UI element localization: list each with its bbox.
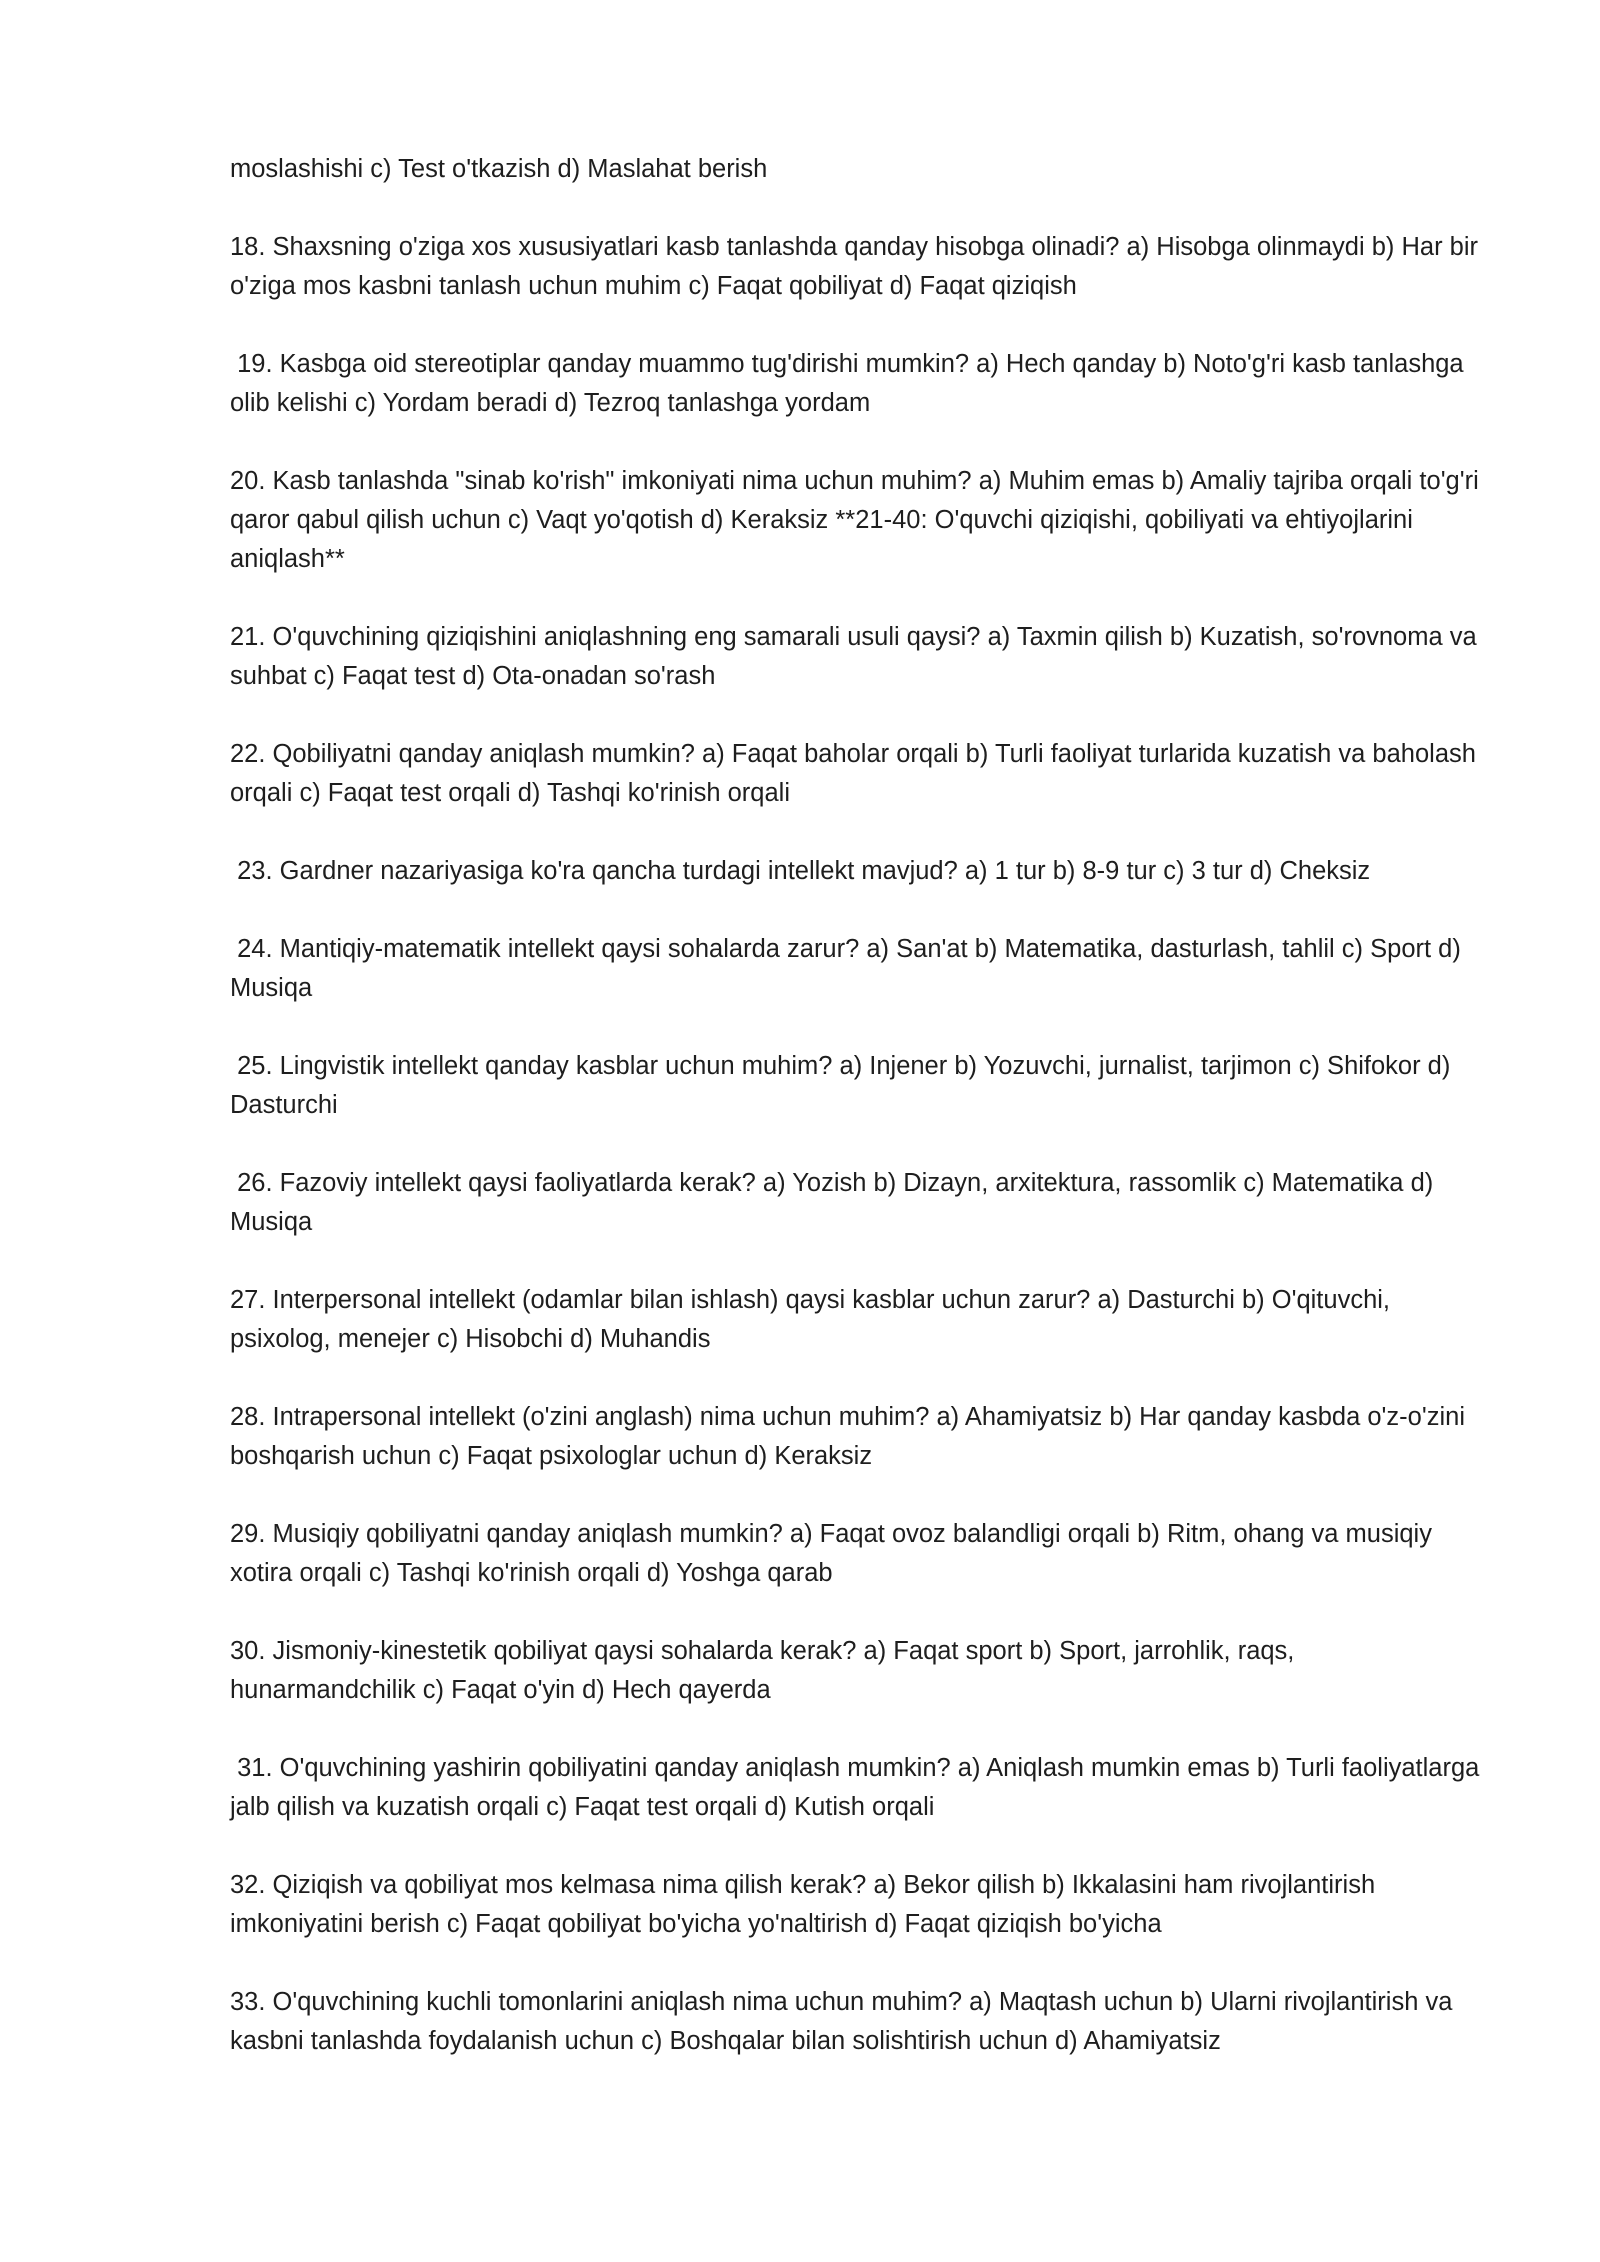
- question-23: 23. Gardner nazariyasiga ko'ra qancha turdagi intellekt mavjud? a) 1 tur b) 8-9 tur c) 3 tur d) Cheksiz: [230, 857, 1371, 885]
- question-19: 19. Kasbga oid stereotiplar qanday muammo tug'dirishi mumkin? a) Hech qanday b) Noto'g'ri kasb tanlashga olib kelishi c) Yordam beradi d) Tezroq tanlashga yordam: [230, 350, 1471, 417]
- question-18: 18. Shaxsning o'ziga xos xususiyatlari kasb tanlashda qanday hisobga olinadi? a) Hisobga olinmaydi b) Har bir o'ziga mos kasbni tanlash uchun muhim c) Faqat qobiliyat d) Faqat qiziqish: [230, 233, 1486, 300]
- document-body: [230, 150, 1485, 2100]
- question-25: 25. Lingvistik intellekt qanday kasblar uchun muhim? a) Injener b) Yozuvchi, jurnalist, tarjimon c) Shifokor d) Dasturchi: [230, 1052, 1458, 1119]
- question-31: 31. O'quvchining yashirin qobiliyatini qanday aniqlash mumkin? a) Aniqlash mumkin emas b) Turli faoliyatlarga jalb qilish va kuzatish orqali c) Faqat test orqali d) Kutish orqali: [230, 1754, 1487, 1821]
- question-26: 26. Fazoviy intellekt qaysi faoliyatlarda kerak? a) Yozish b) Dizayn, arxitektura, rassomlik c) Matematika d) Musiqa: [230, 1169, 1441, 1236]
- paragraph-continuation: moslashishi c) Test o'tkazish d) Maslahat berish: [230, 155, 768, 183]
- question-30: 30. Jismoniy-kinestetik qobiliyat qaysi sohalarda kerak? a) Faqat sport b) Sport, jarrohlik, raqs, hunarmandchilik c) Faqat o'yin d) Hech qayerda: [230, 1637, 1302, 1704]
- question-28: 28. Intrapersonal intellekt (o'zini anglash) nima uchun muhim? a) Ahamiyatsiz b) Har qanday kasbda o'z-o'zini boshqarish uchun c) Faqat psixologlar uchun d) Keraksiz: [230, 1403, 1473, 1470]
- question-29: 29. Musiqiy qobiliyatni qanday aniqlash mumkin? a) Faqat ovoz balandligi orqali b) Ritm, ohang va musiqiy xotira orqali c) Tashqi ko'rinish orqali d) Yoshga qarab: [230, 1520, 1440, 1587]
- question-33: 33. O'quvchining kuchli tomonlarini aniqlash nima uchun muhim? a) Maqtash uchun b) Ularni rivojlantirish va kasbni tanlashda foydalanish uchun c) Boshqalar bilan solishtirish uchun d) Ahamiyatsiz: [230, 1988, 1460, 2055]
- question-21: 21. O'quvchining qiziqishini aniqlashning eng samarali usuli qaysi? a) Taxmin qilish b) Kuzatish, so'rovnoma va suhbat c) Faqat test d) Ota-onadan so'rash: [230, 623, 1484, 690]
- question-32: 32. Qiziqish va qobiliyat mos kelmasa nima qilish kerak? a) Bekor qilish b) Ikkalasini ham rivojlantirish imkoniyatini berish c) Faqat qobiliyat bo'yicha yo'naltirish d) Faqat qiziqish bo'yicha: [230, 1871, 1383, 1938]
- question-27: 27. Interpersonal intellekt (odamlar bilan ishlash) qaysi kasblar uchun zarur? a) Dasturchi b) O'qituvchi, psixolog, menejer c) Hisobchi d) Muhandis: [230, 1286, 1398, 1353]
- question-24: 24. Mantiqiy-matematik intellekt qaysi sohalarda zarur? a) San'at b) Matematika, dasturlash, tahlil c) Sport d) Musiqa: [230, 935, 1468, 1002]
- question-22: 22. Qobiliyatni qanday aniqlash mumkin? a) Faqat baholar orqali b) Turli faoliyat turlarida kuzatish va baholash orqali c) Faqat test orqali d) Tashqi ko'rinish orqali: [230, 740, 1484, 807]
- question-20: 20. Kasb tanlashda "sinab ko'rish" imkoniyati nima uchun muhim? a) Muhim emas b) Amaliy tajriba orqali to'g'ri qaror qabul qilish uchun c) Vaqt yo'qotish d) Keraksiz **21-40: O'quvchi qiziqishi, qobiliyati va ehtiyojlarini aniqlash**: [230, 467, 1486, 573]
